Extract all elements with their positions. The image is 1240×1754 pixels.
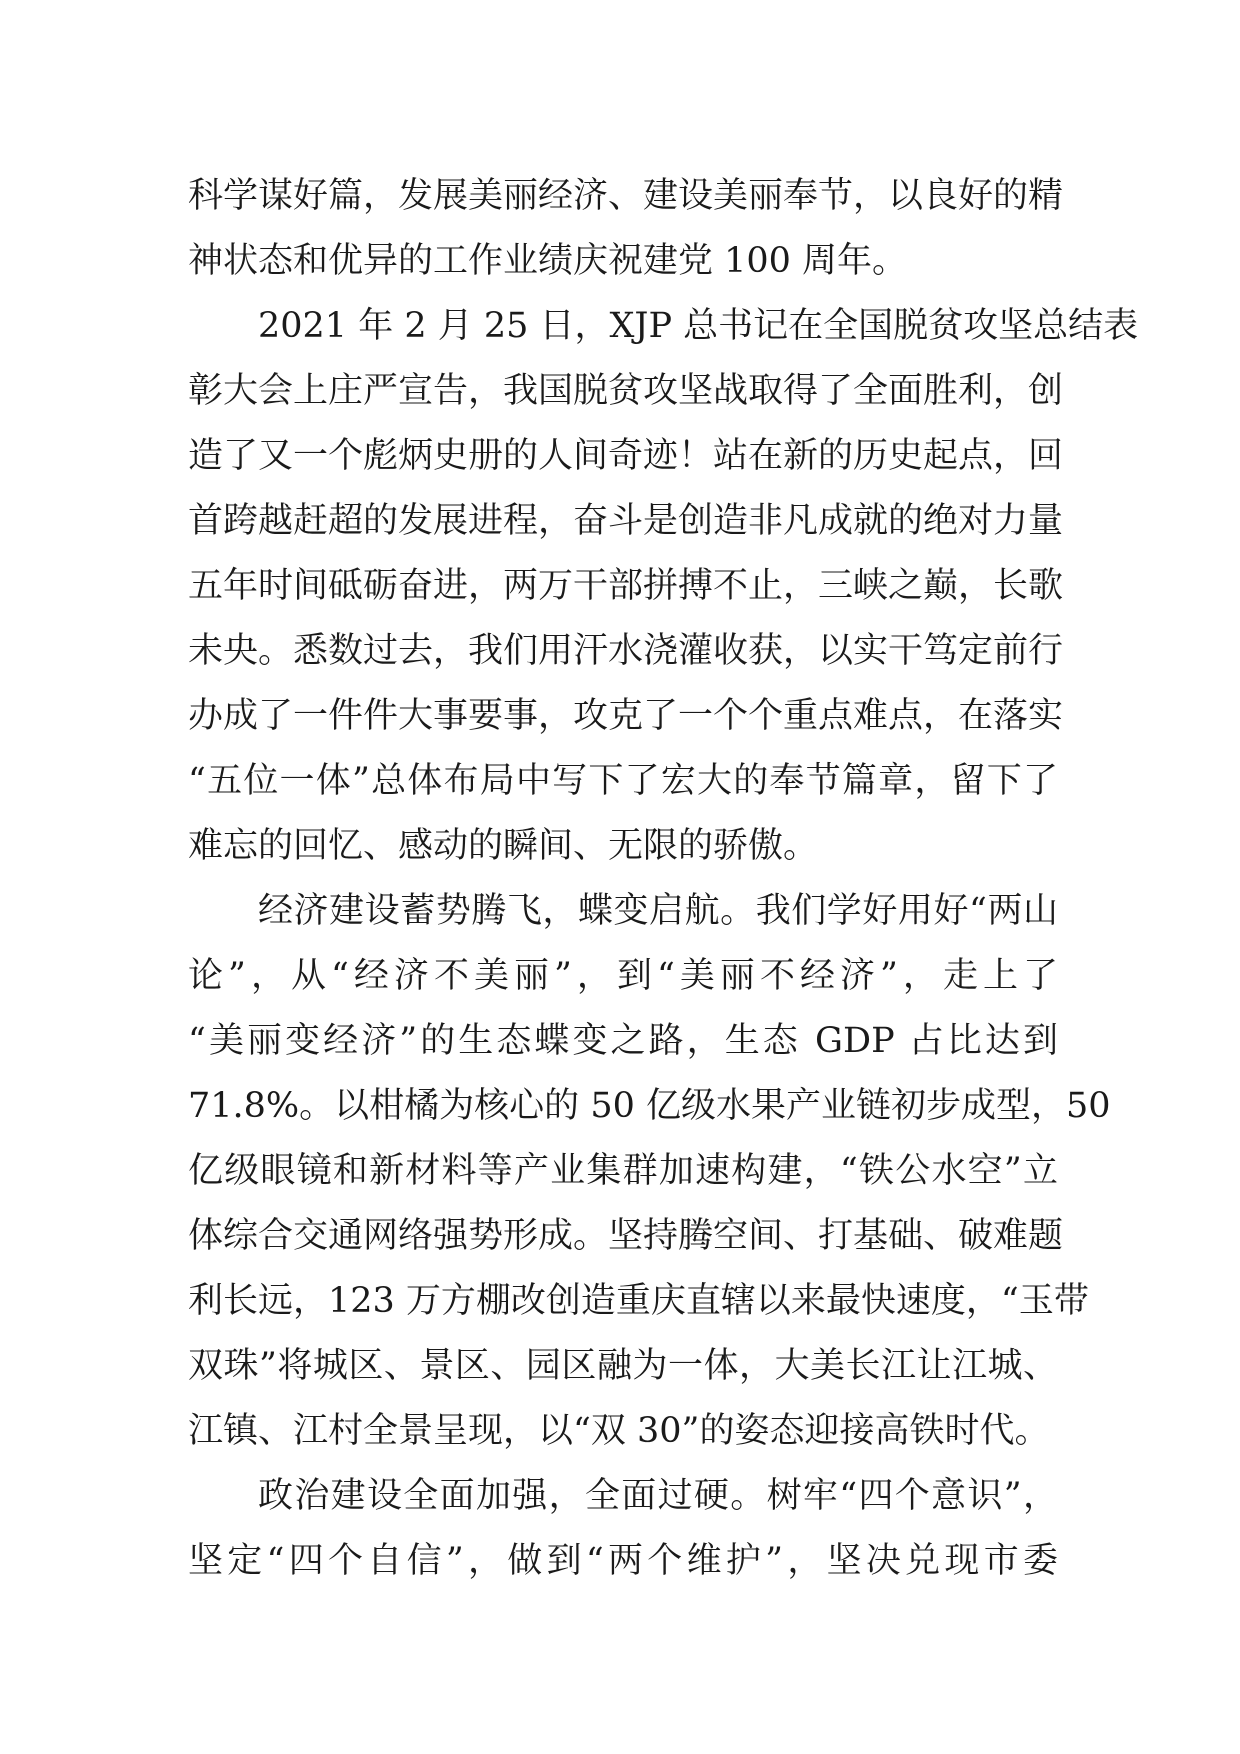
text-line: 坚定“四个自信”，做到“两个维护”，坚决兑现市委 (188, 1541, 1058, 1581)
text-line: 江镇、江村全景呈现，以“双 30”的姿态迎接高铁时代。 (188, 1411, 1050, 1451)
text-line: 经济建设蓄势腾飞，蝶变启航。我们学好用好“两山 (258, 891, 1058, 931)
text-line: 首跨越赶超的发展进程，奋斗是创造非凡成就的绝对力量 (188, 501, 1064, 541)
text-line: “五位一体”总体布局中写下了宏大的奉节篇章，留下了 (188, 761, 1058, 801)
text-line: 体综合交通网络强势形成。坚持腾空间、打基础、破难题 (188, 1216, 1064, 1256)
text-line: 2021 年 2 月 25 日，XJP 总书记在全国脱贫攻坚总结表 (258, 306, 1139, 346)
text-line: 五年时间砥砺奋进，两万干部拼搏不止，三峡之巅，长歌 (188, 566, 1064, 606)
text-line: 利长远，123 万方棚改创造重庆直辖以来最快速度，“玉带 (188, 1281, 1089, 1321)
text-line: 亿级眼镜和新材料等产业集群加速构建，“铁公水空”立 (188, 1151, 1058, 1191)
text-line: 科学谋好篇，发展美丽经济、建设美丽奉节，以良好的精 (188, 176, 1064, 216)
text-line: 彰大会上庄严宣告，我国脱贫攻坚战取得了全面胜利，创 (188, 371, 1064, 411)
text-line: 办成了一件件大事要事，攻克了一个个重点难点，在落实 (188, 696, 1064, 736)
text-line: 论”，从“经济不美丽”，到“美丽不经济”，走上了 (188, 956, 1058, 996)
text-line: 造了又一个彪炳史册的人间奇迹！站在新的历史起点，回 (188, 436, 1064, 476)
body-text (188, 164, 1139, 1594)
text-line: 未央。悉数过去，我们用汗水浇灌收获，以实干笃定前行 (188, 631, 1064, 671)
text-line: 难忘的回忆、感动的瞬间、无限的骄傲。 (188, 826, 819, 866)
text-line: 神状态和优异的工作业绩庆祝建党 100 周年。 (188, 241, 908, 281)
text-line: 政治建设全面加强，全面过硬。树牢“四个意识”， (258, 1476, 1058, 1516)
text-line: 71.8%。以柑橘为核心的 50 亿级水果产业链初步成型，50 (188, 1086, 1111, 1126)
text-line: 双珠”将城区、景区、园区融为一体，大美长江让江城、 (188, 1346, 1058, 1386)
text-line: “美丽变经济”的生态蝶变之路，生态 GDP 占比达到 (188, 1021, 1058, 1061)
